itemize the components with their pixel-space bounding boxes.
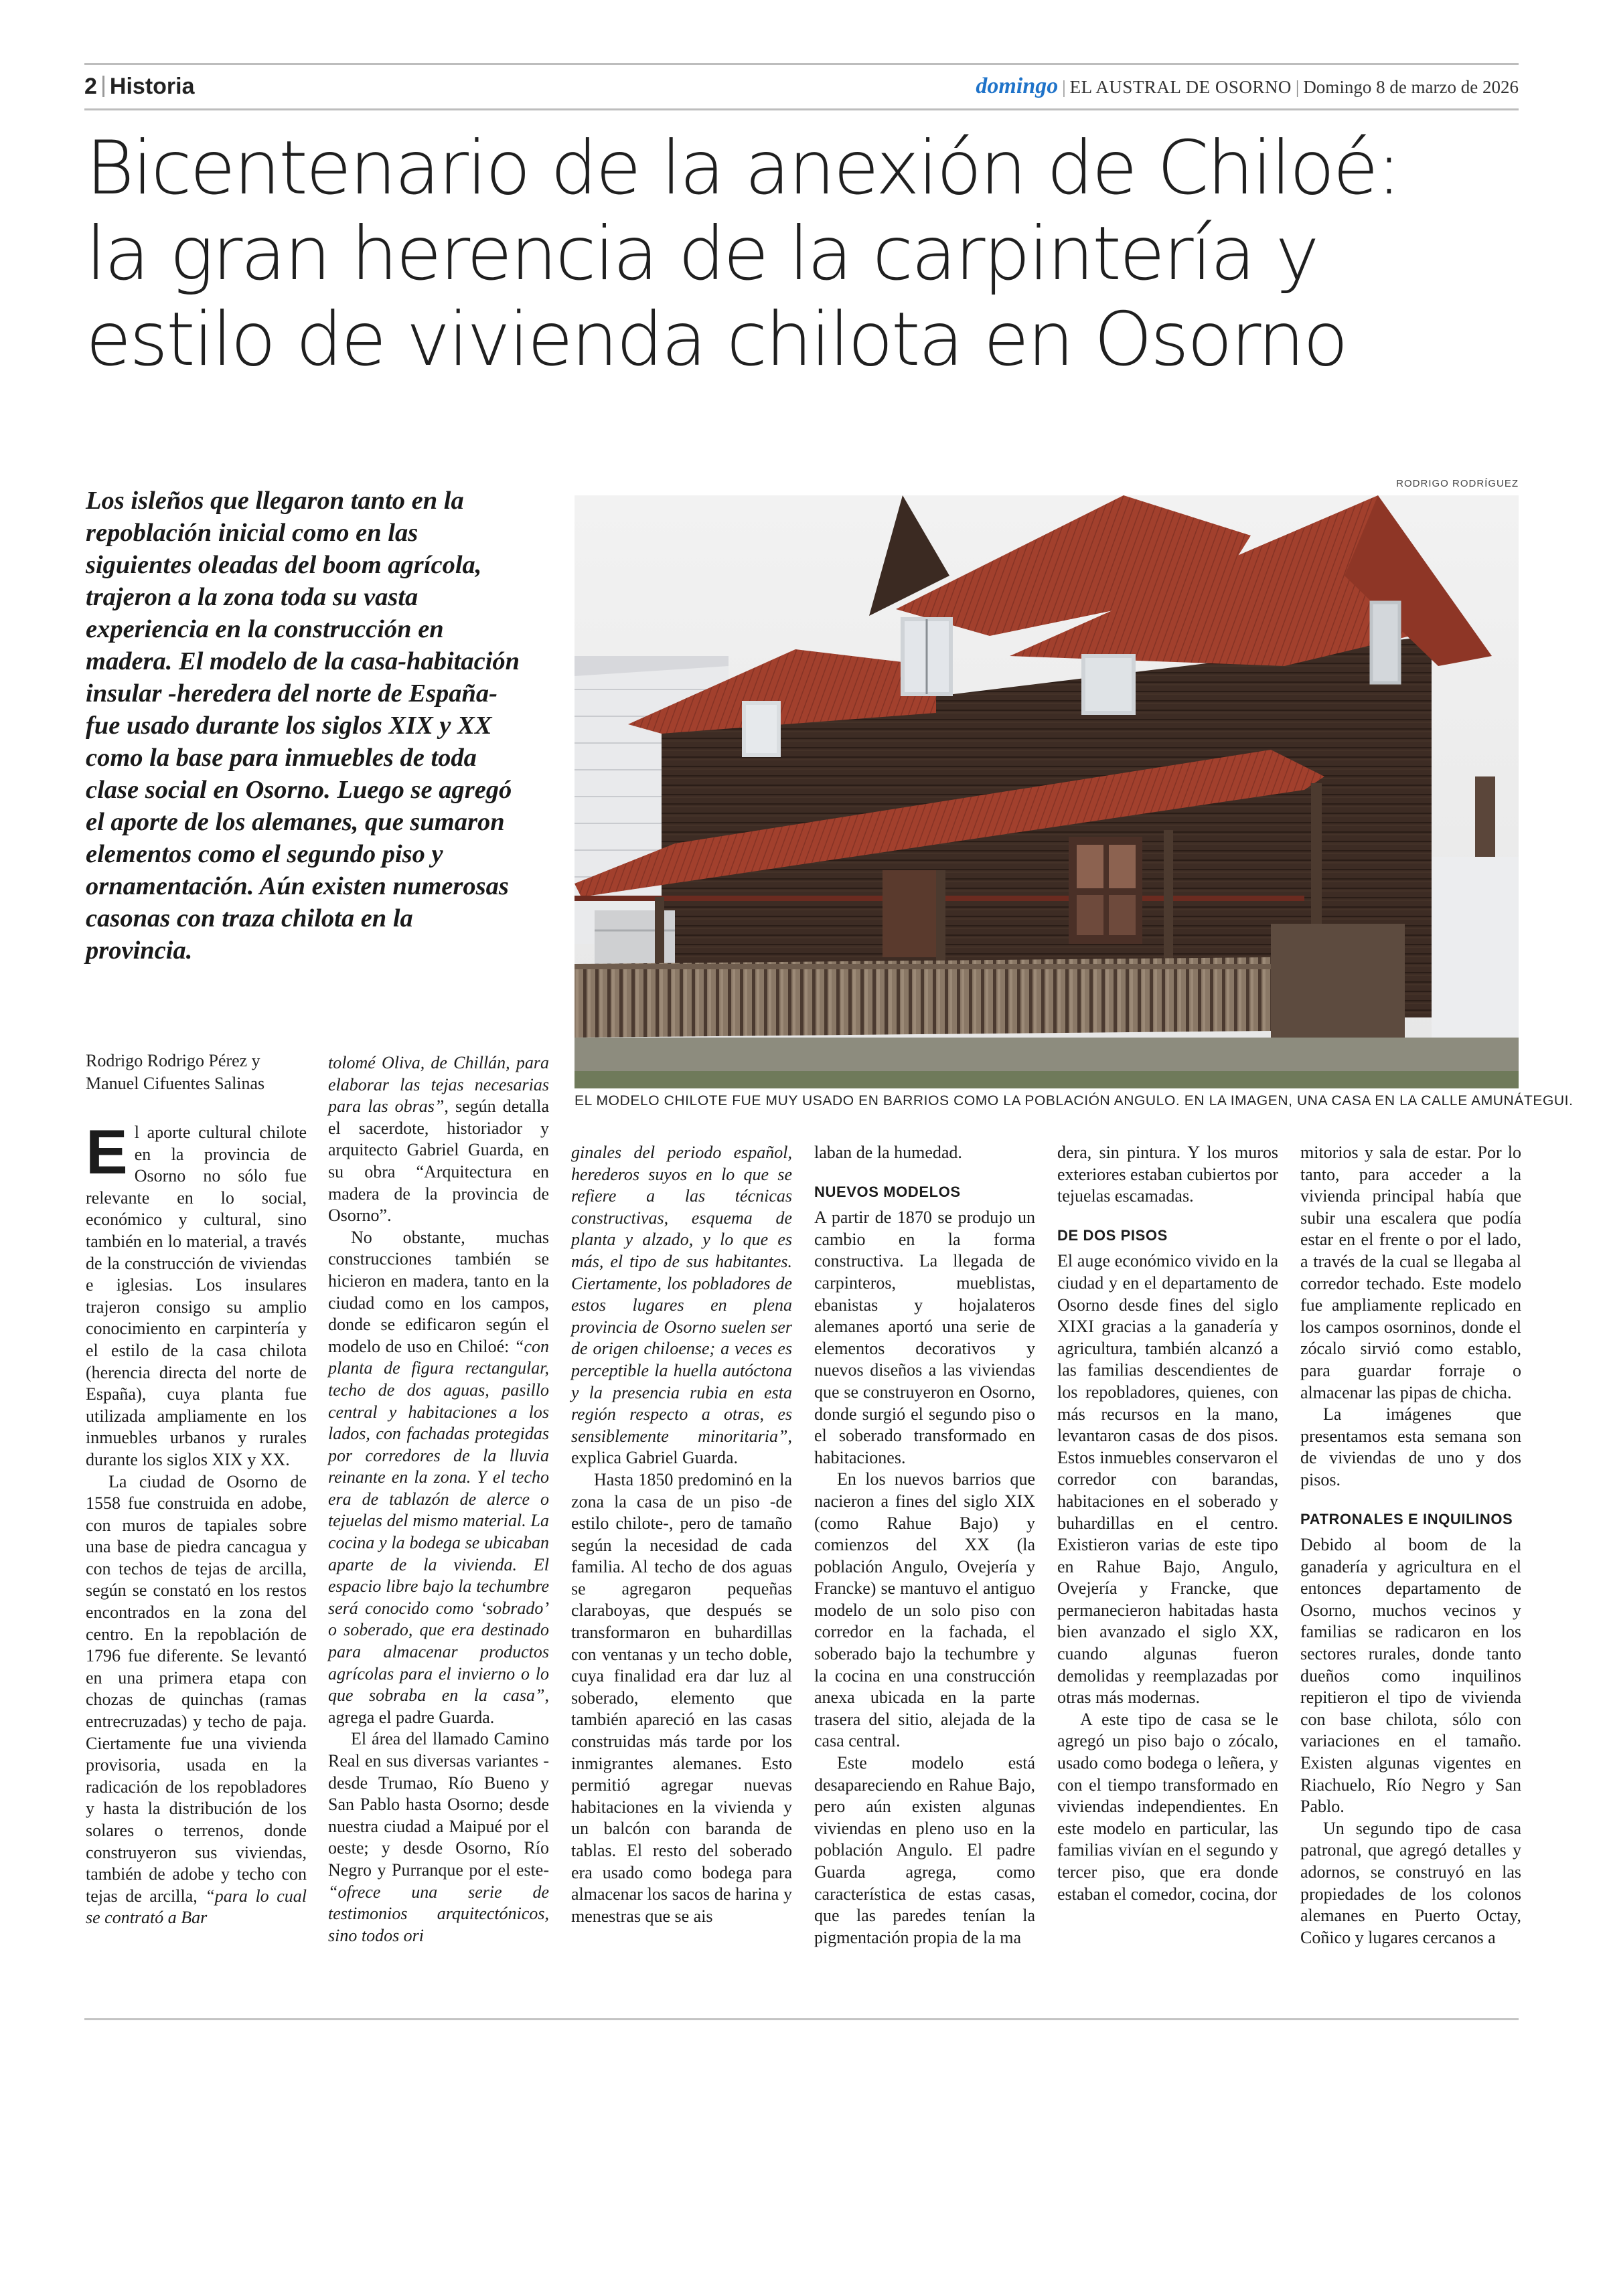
photo-caption: EL MODELO CHILOTE FUE MUY USADO EN BARRIOS COMO LA POBLACIÓN ANGULO. EN LA IMAGEN, UNA CASA EN LA CALLE AMUNÁTEGUI.: [575, 1093, 1574, 1109]
paragraph: El área del llamado Camino Real en sus diversas variantes -desde Trumao, Río Bueno y San Pablo hasta Osorno; desde nuestra ciudad a Maipué por el oeste; y desde Osorno, Río Negro y Purranque por el este- “ofrece una serie de testimonios arquitectónicos, sino todos ori: [328, 1729, 549, 1945]
newspaper-name: EL AUSTRAL DE OSORNO: [1069, 77, 1292, 97]
headline-line: la gran herencia de la carpintería y: [86, 211, 1318, 297]
article-headline: [86, 126, 1525, 383]
house-photo: [575, 495, 1519, 1088]
paragraph: A partir de 1870 se produjo un cambio en la forma constructiva. La llegada de carpinteros, mueblistas, ebanistas y hojalateros alemanes aportó una serie de elementos decorativos y nuevos diseños a las viviendas que se construyeron en Osorno, donde surgió el segundo piso o el soberado transformado en habitaciones.: [814, 1208, 1035, 1467]
page-header: [84, 67, 1519, 106]
paragraph: El aporte cultural chilote en la provincia de Osorno no sólo fue relevante en lo social, económico y cultural, sino también en lo material, a través de la construcción de viviendas e iglesias. Los insulares trajeron consigo su amplio conocimiento en carpintería y el estilo de la casa chilota (herencia directa del norte de España), cuya planta fue utilizada ampliamente en los inmuebles urbanos y rurales durante los siglos XIX y XX.: [86, 1117, 307, 1469]
paragraph: Debido al boom de la ganadería y agricultura en el entonces departamento de Osorno, muchos vecinos y familias se radicaron en los sectores rurales, donde tanto dueños como inquilinos repitieron el tipo de vivienda con base chilota, sólo con variaciones en el tamaño. Existen algunas vigentes en Riachuelo, Río Negro y San Pablo.: [1300, 1535, 1521, 1817]
section-label: [84, 67, 195, 106]
header-bottom-rule: [84, 108, 1519, 110]
paragraph: mitorios y sala de estar. Por lo tanto, para acceder a la vivienda principal había que subir una escalera que podía estar en el frente o por el lado, a través de la cual se llegaba al corredor techado. Este modelo fue ampliamente replicado en los campos osorninos, donde el zócalo sirvió como establo, para guardar forraje o almacenar las pipas de chicha.: [1300, 1143, 1521, 1402]
brand-logo: domingo: [976, 74, 1059, 98]
quote: “ofrece una serie de testimonios arquitectónicos, sino todos ori: [328, 1882, 549, 1945]
paragraph: Un segundo tipo de casa patronal, que agregó detalles y adornos, se construyó en las propiedades de los colonos alemanes en Puerto Octay, Coñico y lugares cercanos a: [1300, 1818, 1521, 1947]
text-column-5: [1057, 1142, 1278, 1905]
page-number: 2: [84, 74, 97, 99]
header-top-rule: [84, 63, 1519, 65]
quote: ginales del periodo español, herederos suyos en lo que se refiere a las técnicas constructivas, esquema de planta y alzado, y lo que es más, el tipo de sus habitantes. Ciertamente, los pobladores de estos lugares en plena provincia de Osorno suelen ser de origen chiloense; a veces es perceptible la huella autóctona y la presencia rubia en esta región respecto a otras, es sensiblemente minoritaria”: [571, 1143, 792, 1446]
article-lead: Los isleños que llegaron tanto en la repoblación inicial como en las siguientes oleadas del boom agrícola, trajeron a la zona toda su vasta experiencia en la construcción en madera. El modelo de la casa-habitación insular -heredera del norte de España- fue usado durante los siglos XIX y XX como la base para inmuebles de toda clase social en Osorno. Luego se agregó el aporte de los alemanes, que sumaron elementos como el segundo piso y ornamentación. Aún existen numerosas casonas con traza chilota en la provincia.: [86, 487, 520, 965]
section-name: Historia: [109, 74, 195, 99]
paragraph: laban de la humedad.: [814, 1143, 962, 1162]
byline-line: Manuel Cifuentes Salinas: [86, 1074, 265, 1093]
text-column-1: [86, 1117, 307, 1929]
paragraph: dera, sin pintura. Y los muros exteriores estaban cubiertos por tejuelas escamadas.: [1057, 1143, 1278, 1206]
paragraph: El auge económico vivido en la ciudad y en el departamento de Osorno desde fines del siglo XIXI gracias a la ganadería y agricultura, también alcanzó a las familias descendientes de los repobladores, quienes, con más recursos en la mano, levantaron casas de dos pisos. Estos inmuebles conservaron el corredor con barandas, habitaciones en el soberado y buhardillas en el centro. Existieron varias de este tipo en Rahue Bajo, Angulo, Ovejería y Francke, que permanecieron habitadas hasta bien avanzado el siglo XX, cuando algunas fueron demolidas y reemplazadas por otras más modernas.: [1057, 1251, 1278, 1708]
text-column-6: [1300, 1142, 1521, 1949]
publication-info: domingo | EL AUSTRAL DE OSORNO | Domingo 8 de marzo de 2026: [976, 74, 1519, 98]
drop-cap: E: [86, 1117, 128, 1187]
photo-credit: RODRIGO RODRÍGUEZ: [1396, 478, 1519, 489]
quote: tolomé Oliva, de Chillán, para elaborar las tejas necesarias para las obras”: [328, 1053, 549, 1117]
article-byline: [86, 1050, 307, 1095]
subheading: PATRONALES E INQUILINOS: [1300, 1510, 1513, 1528]
paragraph: No obstante, muchas construcciones también se hicieron en madera, tanto en la ciudad como en los campos, donde se edificaron según el modelo de uso en Chiloé: “con planta de figura rectangular, techo de dos aguas, pasillo central y habitaciones a los lados, con fachadas protegidas por corredores de la lluvia reinante en la zona. Y el techo era de tablazón de alerce o tejuelas del mismo material. La cocina y la bodega se ubicaban aparte de la vivienda. El espacio libre bajo la techumbre será conocido como ‘sobrado’ o soberado, que era destinado para almacenar productos agrícolas para el invierno o lo que sobraba en la casa”, agrega el padre Guarda.: [328, 1227, 549, 1727]
text-column-4: [814, 1142, 1035, 1949]
paragraph: tolomé Oliva, de Chillán, para elaborar las tejas necesarias para las obras”, según detalla el sacerdote, historiador y arquitecto Gabriel Guarda, en su obra “Arquitectura en madera de la provincia de Osorno”.: [328, 1053, 550, 1226]
paragraph: La imágenes que presentamos esta semana son de viviendas de uno y dos pisos.: [1300, 1404, 1521, 1489]
issue-date: Domingo 8 de marzo de 2026: [1303, 77, 1519, 97]
paragraph: A este tipo de casa se le agregó un piso bajo o zócalo, usado como bodega o leñera, y con el tiempo transformado en viviendas independientes. En este modelo en particular, las familias vivían en el segundo y tercer piso, que era donde estaban el comedor, cocina, dor: [1057, 1709, 1278, 1904]
text-column-2: [328, 1052, 549, 1947]
paragraph: La ciudad de Osorno de 1558 fue construida en adobe, con muros de tapiales sobre una base de piedra cancagua y con techos de tejas de arcilla, según se constató en los restos encontrados en la zona del centro. En la repoblación de 1796 fue diferente. Se levantó en una primera etapa con chozas de quinchas (ramas entrecruzadas) y techo de paja. Ciertamente fue una vivienda provisoria, usada en la radicación de los repobladores y hasta la distribución de los solares o terrenos, donde construyeron sus viviendas, también de adobe y techo con tejas de arcilla, “para lo cual se contrató a Bar: [86, 1471, 307, 1928]
subheading: DE DOS PISOS: [1057, 1226, 1168, 1244]
quote: “con planta de figura rectangular, techo de dos aguas, pasillo central y habitaciones a los lados, con fachadas protegidas por corredores de la lluvia reinante en la zona. Y el techo era de tablazón de alerce o tejuelas del mismo material. La cocina y la bodega se ubicaban aparte de la vivienda. El espacio libre bajo la techumbre será conocido como ‘sobrado’ o soberado, que era destinado para almacenar productos agrícolas para el invierno o lo que sobraba en la casa”: [328, 1336, 549, 1706]
paragraph: Hasta 1850 predominó en la zona la casa de un piso -de estilo chilote-, pero de tamaño según la necesidad de cada familia. Al techo de dos aguas se agregaron pequeñas claraboyas, que después se transformaron en buhardillas con ventanas y un techo doble, cuya finalidad era dar luz al soberado, elemento que también apareció en las casas construidas más tarde por los inmigrantes alemanes. Esto permitió agregar nuevas habitaciones en la vivienda y un balcón con baranda de tablas. El resto del soberado era usado como bodega para almacenar los sacos de harina y menestras que se ais: [571, 1469, 792, 1926]
headline-line: estilo de vivienda chilota en Osorno: [86, 297, 1347, 383]
byline-line: Rodrigo Rodrigo Pérez y: [86, 1051, 260, 1070]
header-divider: [102, 76, 104, 97]
subheading: NUEVOS MODELOS: [814, 1183, 961, 1200]
headline-line: Bicentenario de la anexión de Chiloé:: [86, 125, 1400, 212]
paragraph: ginales del periodo español, herederos suyos en lo que se refiere a las técnicas constructivas, esquema de planta y alzado, y lo que es más, el tipo de sus habitantes. Ciertamente, los pobladores de estos lugares en plena provincia de Osorno suelen ser de origen chiloense; a veces es perceptible la huella autóctona y la presencia rubia en esta región respecto a otras, es sensiblemente minoritaria”, explica Gabriel Guarda.: [571, 1143, 792, 1468]
footer-rule: [84, 2018, 1519, 2020]
text-column-3: [571, 1142, 792, 1927]
paragraph: Este modelo está desapareciendo en Rahue Bajo, pero aún existen algunas viviendas en pleno uso en la población Angulo. El padre Guarda agrega, como característica de estas casas, que las paredes tenían la pigmentación propia de la ma: [814, 1753, 1035, 1947]
paragraph: En los nuevos barrios que nacieron a fines del siglo XIX (como Rahue Bajo) y comienzos del XX (la población Angulo, Ovejería y Francke) se mantuvo el antiguo modelo de un solo piso con corredor en la fachada, el soberado bajo la techumbre y la cocina en una construcción anexa ubicada en la parte trasera del sitio, alejada de la casa central.: [814, 1469, 1035, 1751]
quote: “para lo cual se contrató a Bar: [86, 1886, 307, 1928]
